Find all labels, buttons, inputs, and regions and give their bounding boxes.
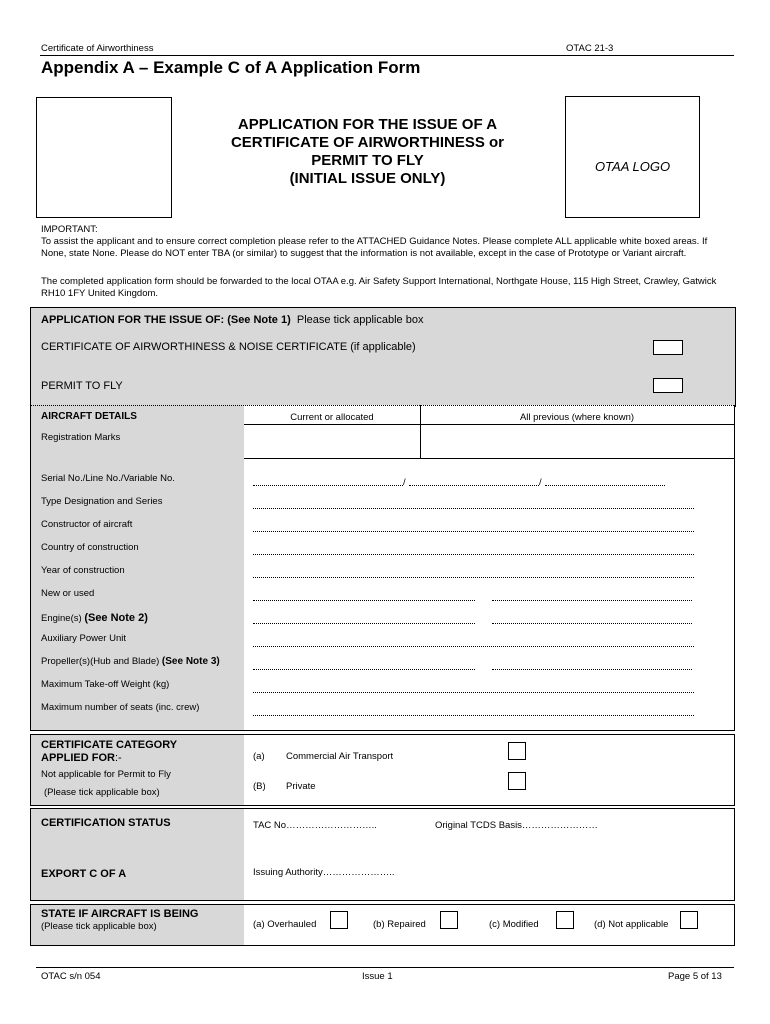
state-b-label: (b) Repaired — [373, 919, 426, 930]
label-engines-note: (See Note 2) — [84, 612, 148, 624]
seats-field[interactable] — [253, 715, 694, 716]
status-label-cell — [30, 808, 246, 856]
header-left: Certificate of Airworthiness — [41, 43, 154, 54]
state-note: (Please tick applicable box) — [41, 921, 157, 932]
footer-center: Issue 1 — [362, 971, 393, 982]
aircraft-top-rule — [30, 405, 734, 406]
option-coa-label: CERTIFICATE OF AIRWORTHINESS & NOISE CERTIFICATE (if applicable) — [41, 341, 416, 353]
label-propellers — [41, 656, 220, 667]
label-propellers-note: (See Note 3) — [161, 656, 220, 667]
label-engines-text: Engine(s) — [41, 613, 82, 624]
category-b-label: (B) — [253, 781, 266, 792]
serial-field-1[interactable] — [253, 485, 403, 486]
application-heading-tail: Please tick applicable box — [296, 314, 424, 326]
label-year: Year of construction — [41, 565, 125, 576]
registration-current-field[interactable] — [245, 425, 419, 457]
repaired-checkbox[interactable] — [440, 911, 458, 929]
banner-line-2: CERTIFICATE OF AIRWORTHINESS or — [230, 134, 505, 151]
header-right: OTAC 21-3 — [566, 43, 614, 54]
important-text: To assist the applicant and to ensure correct completion please refer to the ATTACHED Guidance Notes. Please complete ALL applicable white boxed areas. If None, state None. Please do NOT enter TBA (or similar) to suggest that the information is not available, except in the case of Prototype or Variant aircraft. — [41, 236, 708, 259]
label-new-used: New or used — [41, 588, 95, 599]
year-field[interactable] — [253, 577, 694, 578]
logo-placeholder: OTAA LOGO — [594, 159, 671, 174]
engines-previous-field[interactable] — [492, 623, 692, 624]
category-note-2: (Please tick applicable box) — [44, 787, 160, 798]
aircraft-heading: AIRCRAFT DETAILS — [41, 411, 137, 422]
category-heading — [41, 739, 177, 765]
application-heading-bold: APPLICATION FOR THE ISSUE OF: (See Note 1) — [41, 314, 291, 326]
status-heading: CERTIFICATION STATUS — [41, 817, 171, 829]
label-constructor: Constructor of aircraft — [41, 519, 133, 530]
type-field[interactable] — [253, 508, 694, 509]
constructor-field[interactable] — [253, 531, 694, 532]
export-heading: EXPORT C OF A — [41, 868, 127, 880]
serial-separator-2: / — [539, 477, 542, 488]
state-c-label: (c) Modified — [489, 919, 539, 930]
state-d-label: (d) Not applicable — [594, 919, 669, 930]
tcds-basis-field[interactable]: Original TCDS Basis…………………… — [435, 820, 598, 831]
registration-previous-field[interactable] — [421, 425, 733, 457]
modified-checkbox[interactable] — [556, 911, 574, 929]
application-heading — [41, 314, 423, 326]
registration-bottom-rule — [244, 458, 734, 459]
state-a-label: (a) Overhauled — [253, 919, 317, 930]
serial-field-2[interactable] — [409, 485, 539, 486]
category-b-text: Private — [286, 781, 316, 792]
category-heading-2-tail: :- — [114, 752, 122, 764]
tac-number-field[interactable]: TAC No……………………….. — [253, 820, 377, 831]
label-country: Country of construction — [41, 542, 139, 553]
category-note-1: Not applicable for Permit to Fly — [41, 769, 171, 780]
important-label: IMPORTANT: — [41, 224, 98, 235]
banner-line-4: (INITIAL ISSUE ONLY) — [289, 170, 446, 187]
label-registration: Registration Marks — [41, 432, 121, 443]
option-ptf-label: PERMIT TO FLY — [41, 380, 123, 392]
status-value-cell — [244, 808, 735, 856]
page-title: Appendix A – Example C of A Application Form — [41, 58, 421, 77]
photo-box — [36, 97, 172, 218]
category-a-label: (a) — [253, 751, 265, 762]
issuing-authority-field[interactable]: Issuing Authority………………….. — [253, 867, 395, 878]
category-a-text: Commercial Air Transport — [286, 751, 394, 762]
label-propellers-text: Propeller(s)(Hub and Blade) — [41, 656, 160, 667]
label-apu: Auxiliary Power Unit — [41, 633, 126, 644]
footer-rule — [36, 967, 734, 968]
new-used-current-field[interactable] — [253, 600, 475, 601]
country-field[interactable] — [253, 554, 694, 555]
category-heading-2 — [41, 752, 177, 765]
propellers-previous-field[interactable] — [492, 669, 692, 670]
propellers-current-field[interactable] — [253, 669, 475, 670]
not-applicable-checkbox[interactable] — [680, 911, 698, 929]
header-rule — [40, 55, 734, 56]
category-a-checkbox[interactable] — [508, 742, 526, 760]
state-heading: STATE IF AIRCRAFT IS BEING — [41, 908, 199, 920]
forwarding-text: The completed application form should be forwarded to the local OTAA e.g. Air Safety Support International, Northgate House, 115 High Street, Crawley, Gatwick RH10 1FY United Kingdom. — [41, 276, 717, 299]
label-seats: Maximum number of seats (inc. crew) — [41, 702, 200, 713]
category-b-checkbox[interactable] — [508, 772, 526, 790]
label-type: Type Designation and Series — [41, 496, 163, 507]
footer-right: Page 5 of 13 — [668, 971, 722, 982]
banner-line-3: PERMIT TO FLY — [311, 152, 424, 169]
logo-box — [565, 96, 700, 218]
mtow-field[interactable] — [253, 692, 694, 693]
overhauled-checkbox[interactable] — [330, 911, 348, 929]
ptf-checkbox[interactable] — [653, 378, 683, 393]
label-engines — [41, 612, 148, 624]
col-previous: All previous (where known) — [519, 412, 635, 423]
form-banner-title — [190, 116, 545, 188]
label-serial: Serial No./Line No./Variable No. — [41, 473, 175, 484]
footer-left: OTAC s/n 054 — [41, 971, 101, 982]
category-heading-1: CERTIFICATE CATEGORY — [41, 739, 178, 751]
new-used-previous-field[interactable] — [492, 600, 692, 601]
banner-line-1: APPLICATION FOR THE ISSUE OF A — [237, 116, 498, 133]
serial-separator-1: / — [403, 477, 406, 488]
apu-field[interactable] — [253, 646, 694, 647]
serial-field-3[interactable] — [545, 485, 665, 486]
category-value-cell — [244, 734, 735, 806]
engines-current-field[interactable] — [253, 623, 475, 624]
category-heading-2-text: APPLIED FOR — [41, 752, 115, 764]
label-mtow: Maximum Take-off Weight (kg) — [41, 679, 170, 690]
col-current: Current or allocated — [290, 412, 374, 423]
coa-checkbox[interactable] — [653, 340, 683, 355]
